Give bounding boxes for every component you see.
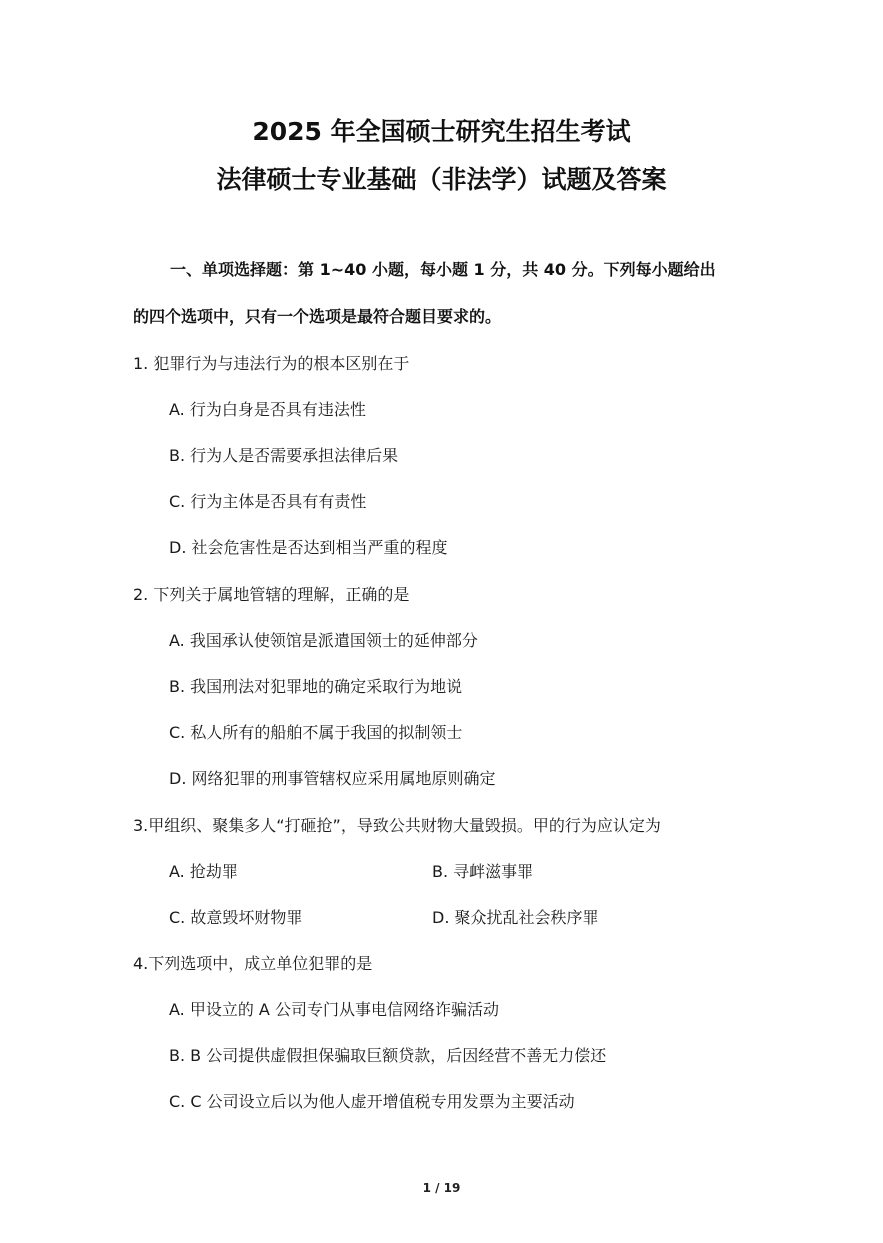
question-4-option-c: C. C 公司设立后以为他人虚开增值税专用发票为主要活动 <box>169 1092 575 1111</box>
page-number: 1 / 19 <box>422 1181 461 1195</box>
question-4-option-b: B. B 公司提供虚假担保骗取巨额贷款，后因经营不善无力偿还 <box>169 1046 607 1065</box>
question-4-stem: 4.下列选项中，成立单位犯罪的是 <box>133 954 373 973</box>
section-heading-line-2: 的四个选项中，只有一个选项是最符合题目要求的。 <box>133 307 502 326</box>
question-2-option-d: D. 网络犯罪的刑事管辖权应采用属地原则确定 <box>169 769 496 788</box>
question-2-option-b: B. 我国刑法对犯罪地的确定采取行为地说 <box>169 677 463 696</box>
question-3-option-a: A. 抢劫罪 <box>169 862 238 881</box>
question-1-option-a: A. 行为白身是否具有违法性 <box>169 400 366 419</box>
question-1-option-d: D. 社会危害性是否达到相当严重的程度 <box>169 538 448 557</box>
question-1-option-b: B. 行为人是否需要承担法律后果 <box>169 446 399 465</box>
question-2-option-a: A. 我国承认使领馆是派遣国领士的延伸部分 <box>169 631 478 650</box>
question-1-stem: 1. 犯罪行为与违法行为的根本区别在于 <box>133 354 410 373</box>
document-title-line-1: 2025 年全国硕士研究生招生考试 <box>252 117 631 146</box>
question-3-option-c: C. 故意毁坏财物罪 <box>169 908 303 927</box>
question-2-stem: 2. 下列关于属地管辖的理解，正确的是 <box>133 585 410 604</box>
question-4-option-a: A. 甲设立的 A 公司专门从事电信网络诈骗活动 <box>169 1000 499 1019</box>
document-title-line-2: 法律硕士专业基础（非法学）试题及答案 <box>216 165 667 194</box>
question-2-option-c: C. 私人所有的船舶不属于我国的拟制领士 <box>169 723 463 742</box>
question-3-option-d: D. 聚众扰乱社会秩序罪 <box>432 908 599 927</box>
question-1-option-c: C. 行为主体是否具有有责性 <box>169 492 367 511</box>
question-3-stem: 3.甲组织、聚集多人“打砸抢”，导致公共财物大量毁损。甲的行为应认定为 <box>133 816 661 835</box>
question-3-option-b: B. 寻衅滋事罪 <box>432 862 534 881</box>
section-heading-line-1: 一、单项选择题：第 1~40 小题，每小题 1 分，共 40 分。下列每小题给出 <box>170 260 716 279</box>
